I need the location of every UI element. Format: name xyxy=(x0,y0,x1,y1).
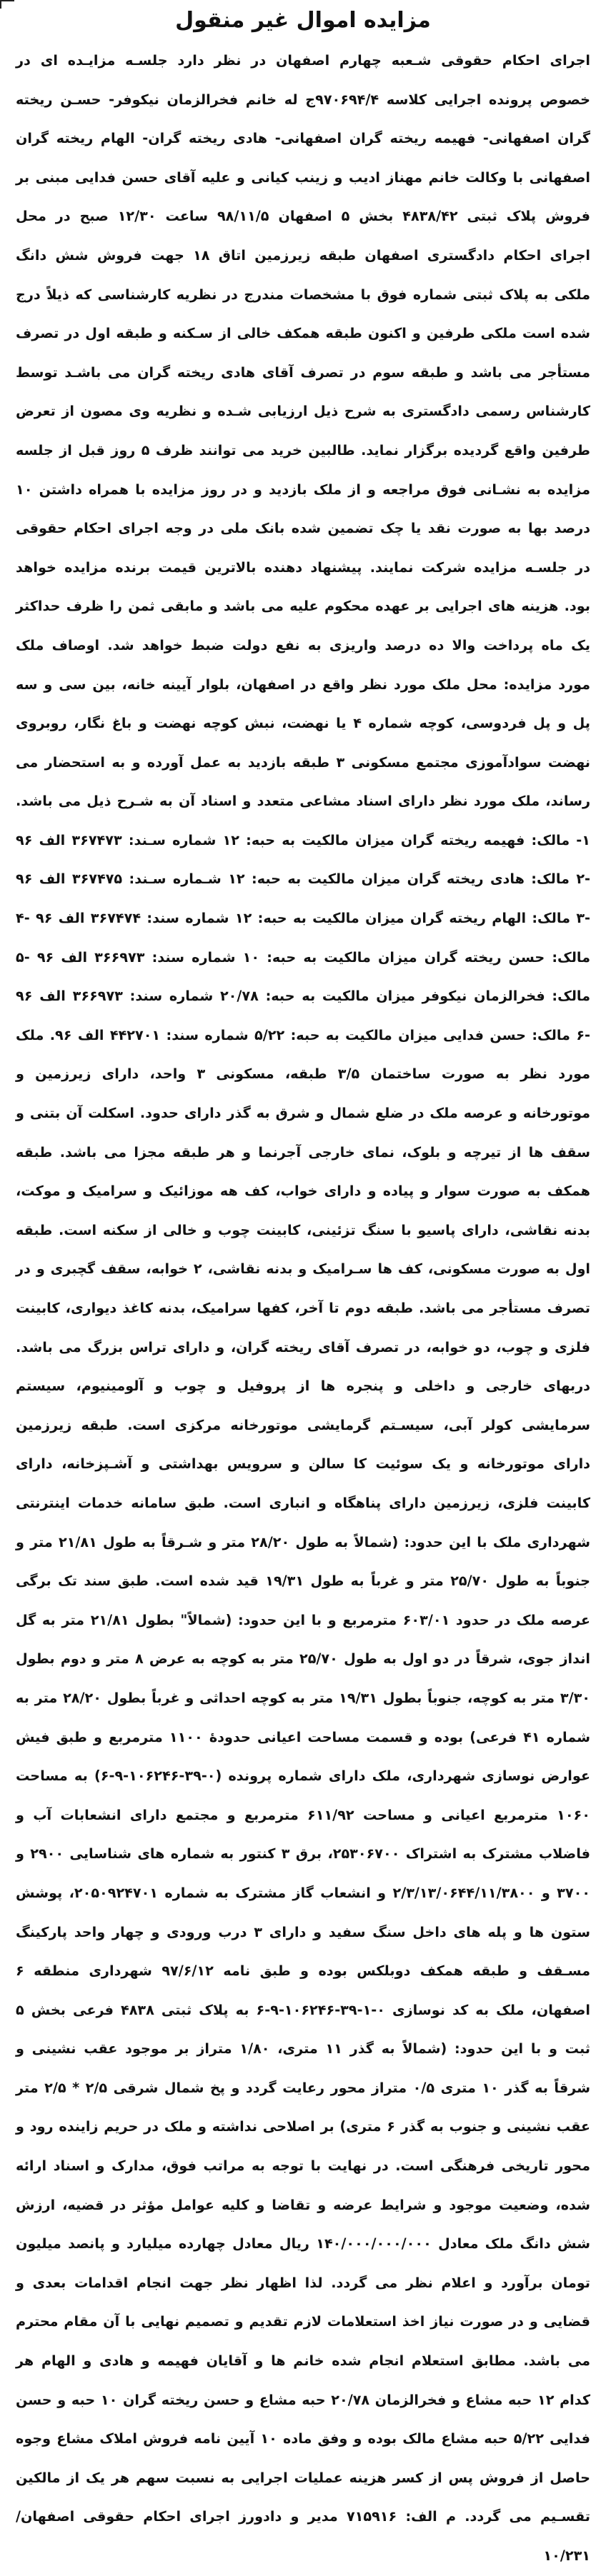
notice-title: مزایده اموال غیر منقول xyxy=(175,8,431,33)
notice-body xyxy=(16,41,590,2576)
notice-paragraph: اجرای احکام حقوقی شـعبه چهارم اصفهان در نظر دارد جلسـه مزایـده ای در خصوص پرونده اجرایی کلاسه ۹۷۰۶۹۴/۴ج له خانم فخرالزمان نیکوفر- حسـن ریخته گران اصفهانی- فهیمه ریخته گران اصفهانی- هادی ریخته گران- الهام ریخته گران اصفهانی با وکالت خانم مهناز ادیب و زینب کیانی و علیه آقای حسن فدایی مبنی بر فروش پلاک ثبتی ۴۸۳۸/۴۲ بخش ۵ اصفهان ۹۸/۱۱/۵ ساعت ۱۲/۳۰ صبح در محل اجرای احکام دادگستری اصفهان طبقه زیرزمین اتاق ۱۸ جهت فروش شش دانگ ملکی به پلاک ثبتی شماره فوق با مشخصات مندرج در نظریه کارشناسی که ذیلاً درج شده است ملکی طرفین و اکنون طبقه همکف خالی از سـکنه و طبقه اول در تصرف مستأجر می باشد و طبقه سوم در تصرف آقای هادی ریخته گران می باشـد توسط کارشناس رسمی دادگستری به شرح ذیل ارزیابی شـده و نظریه وی مصون از تعرض طرفین واقع گردیده برگزار نماید. طالبین خرید می توانند ظرف ۵ روز قبل از جلسه مزایده به نشـانی فوق مراجعه و از ملک بازدید و در روز مزایده با همراه داشتن ۱۰ درصد بها به صورت نقد یا چک تضمین شده بانک ملی در وجه اجرای احکام حقوقی در جلسـه مزایده شرکت نمایند. پیشنهاد دهنده بالاترین قیمت برنده مزایده خواهد بود. هزینه های اجرایی بر عهده محکوم علیه می باشد و مابقی ثمن را ظرف حداکثر یک ماه پرداخت والا ده درصد واریزی به نفع دولت ضبط خواهد شد. اوصاف ملک مورد مزایده: محل ملک مورد نظر واقع در اصفهان، بلوار آیینه خانه، بین سی و سه پل و پل فردوسی، کوچه شماره ۴ یا نهضت، نبش کوچه نهضت و باغ نگار، روبروی نهضت سوادآموزی مجتمع مسکونی ۳ طبقه بازدید به عمل آورده و به استحضار می رساند، ملک مورد نظر دارای اسناد مشاعی متعدد و اسناد آن به شـرح ذیل می باشد. ۱- مالک: فهیمه ریخته گران میزان مالکیت به حبه: ۱۲ شماره سـند: ۳۶۷۴۷۳ الف ۹۶ -۲ مالک: هادی ریخته گران میزان مالکیت به حبه: ۱۲ شـماره سـند: ۳۶۷۴۷۵ الف ۹۶ -۳ مالک: الهام ریخته گران میزان مالکیت به حبه: ۱۲ شماره سند: ۳۶۷۴۷۴ الف ۹۶ -۴ مالک: حسن ریخته گران میزان مالکیت به حبه: ۱۰ شماره سند: ۳۶۶۹۷۳ الف ۹۶ -۵ مالک: فخرالزمان نیکوفر میزان مالکیت به حبه: ۲۰/۷۸ شماره سند: ۳۶۶۹۷۳ الف ۹۶ -۶ مالک: حسن فدایی میزان مالکیت به حبه: ۵/۲۲ شماره سند: ۴۴۲۷۰۱ الف ۹۶. ملک مورد نظر به صورت ساختمان ۳/۵ طبقه، مسکونی ۳ واحد، دارای زیرزمین و موتورخانه و عرصه ملک در ضلع شمال و شرق به گذر دارای حدود. اسکلت آن بتنی و سقف ها از تیرچه و بلوک، نمای خارجی آجرنما و هر طبقه مجزا می باشد. طبقه همکف به صورت سوار و پیاده و دارای خواب، کف هه موزائیک و سرامیک و موکت، بدنه نقاشی، دارای پاسیو با سنگ تزئینی، کابینت چوب و خالی از سکنه است. طبقه اول به صورت مسکونی، کف ها سـرامیک و بدنه نقاشی، ۲ خوابه، سقف گچبری و در تصرف مستأجر می باشد. طبقه دوم تا آخر، کفها سرامیک، بدنه کاغذ دیواری، کابینت فلزی و چوب، دو خوابه، در تصرف آقای ریخته گران، و دارای تراس بزرگ می باشد. دربهای خارجی و داخلی و پنجره ها از پروفیل و چوب و آلومینیوم، سیستم سرمایشی کولر آبی، سیسـتم گرمایشی موتورخانه مرکزی است. طبقه زیرزمین دارای موتورخانه و یک سوئیت کا سالن و سرویس بهداشتی و آشـپزخانه، دارای کابینت فلزی، زیرزمین دارای پناهگاه و انباری است. طبق سامانه خدمات اینترنتی شهرداری ملک با این حدود: (شمالاً به طول ۲۸/۲۰ متر و شـرقاً به طول ۲۱/۸۱ متر و جنوباً به طول ۲۵/۷۰ متر و غرباً به طول ۱۹/۳۱ قید شده است. طبق سند تک برگی عرصه ملک در حدود ۶۰۳/۰۱ مترمربع و با این حدود: (شمالاً" بطول ۲۱/۸۱ متر به گل انداز جوی، شرقاً در دو اول به طول ۲۵/۷۰ متر به کوچه به عرض ۸ متر و دوم بطول ۳/۳۰ متر به کوچه، جنوباً بطول ۱۹/۳۱ متر به کوچه احداثی و غرباً بطول ۲۸/۲۰ متر به شماره ۴۱ فرعی) بوده و قسمت مساحت اعیانی حدودهٔ ۱۱۰۰ مترمربع و طبق فیش عوارض نوسازی شهرداری، ملک دارای شماره پرونده (۰-۳۹-۱۰۶۲۴۶-۹-۶) به مساحت ۱۰۶۰ مترمربع اعیانی و مساحت ۶۱۱/۹۲ مترمربع و مجتمع دارای انشعابات آب و فاضلاب مشترک به اشتراک ۲۵۳۰۶۷۰۰، برق ۳ کنتور به شماره های شناسایی ۲۹۰۰ و ۳۷۰۰ و ۲/۳/۱۳/۰۶۴۴/۱۱/۳۸۰۰ و انشعاب گاز مشترک به شماره ۲۰۵۰۹۲۴۷۰۱، پوشش ستون ها و پله های داخل سنگ سفید و دارای ۳ درب ورودی و چهار واحد پارکینگ مسـقف و طبقه همکف دوبلکس بوده و طبق نامه ۹۷/۶/۱۲ شهرداری منطقه ۶ اصفهان، ملک به کد نوسازی ۰-۱-۳۹-۱۰۶۲۴۶-۹-۶ به پلاک ثبتی ۴۸۳۸ فرعی بخش ۵ ثبت و با این حدود: (شمالاً به گذر ۱۱ متری، ۱/۸۰ متراز بر موجود عقب نشینی و شرقاً به گذر ۱۰ متری ۰/۵ متراز محور رعایت گردد و پخ شمال شرقی ۲/۵ * ۲/۵ متر عقب نشینی و جنوب به گذر ۶ متری) بر اصلاحی نداشته و ملک در حریم زاینده رود و محور تاریخی فرهنگی است. در نهایت با توجه به مراتب فوق، مدارک و اسناد ارائه شده، وضعیت موجود و شرایط عرضه و تقاضا و کلیه عوامل مؤثر در قضیه، ارزش شش دانگ ملک معادل ۱۴۰/۰۰۰/۰۰۰/۰۰۰ ریال معادل چهارده میلیارد و پانصد میلیون تومان برآورد و اعلام نظر می گردد. لذا اظهار نظر جهت انجام اقدامات بعدی و قضایی و در صورت نیاز اخذ استعلامات لازم تقدیم و تصمیم نهایی با آن مقام محترم می باشد. مطابق استعلام انجام شده خانم ها و آقایان فهیمه و هادی و الهام هر کدام ۱۲ حبه مشاع و فخرالزمان ۲۰/۷۸ حبه مشاع و حسن ریخته گران ۱۰ حبه و حسن فدایی ۵/۲۲ حبه مشاع مالک بوده و وفق ماده ۱۰ آیین نامه فروش املاک مشاع وجوه حاصل از فروش پس از کسر هزینه عملیات اجرایی به نسبت سهم هر یک از مالکین تقسـیم می گردد. م الف: ۷۱۵۹۱۶ مدیر و دادورز اجرای احکام حقوقی اصفهان/۱۰/۲۳۱ xyxy=(16,52,591,2564)
corner-mark xyxy=(0,0,14,9)
